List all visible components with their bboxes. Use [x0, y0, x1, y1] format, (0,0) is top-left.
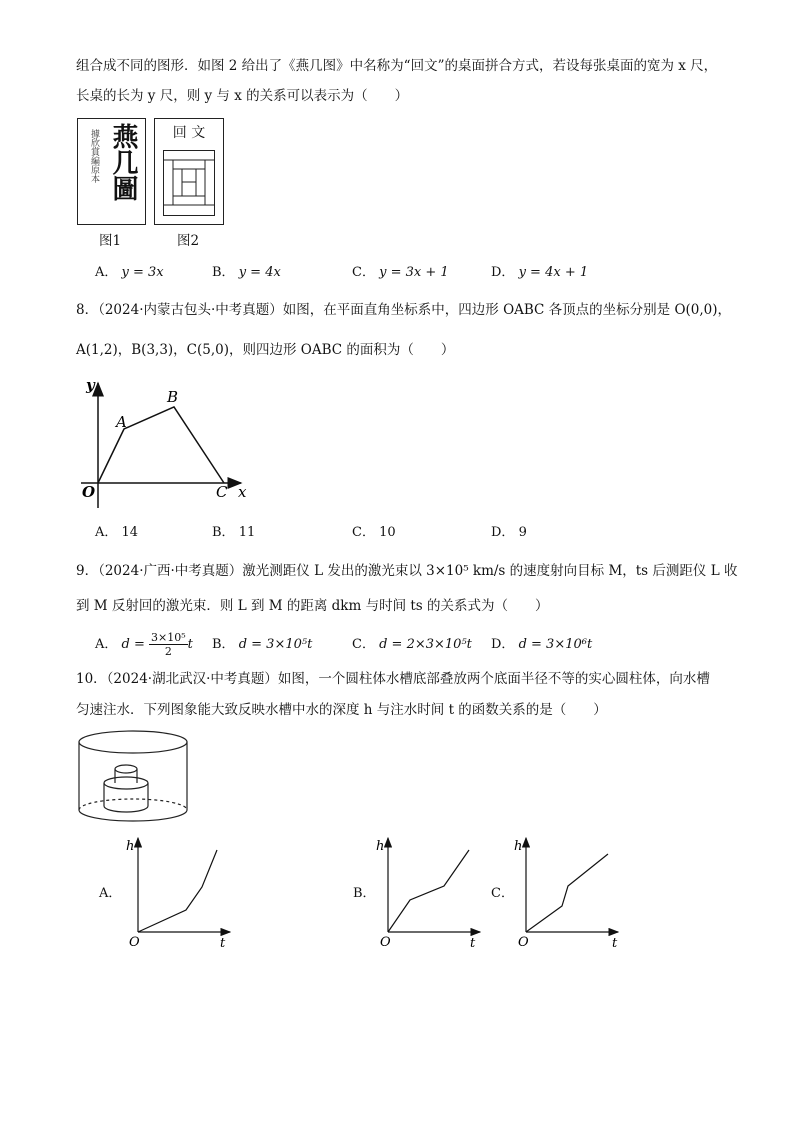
- q7-figure-1: [77, 118, 146, 225]
- q8-label-y: y: [86, 376, 95, 394]
- q10-text-line1: 10．（2024·湖北武汉·中考真题）如图，一个圆柱体水槽底部叠放两个底面半径不等的实心圆柱体，向水槽: [76, 671, 710, 687]
- q9-option-b: B． d = 3×10⁵t: [212, 637, 313, 652]
- q8-text-line2: A(1,2)，B(3,3)，C(5,0)，则四边形 OABC 的面积为（ ）: [76, 342, 455, 358]
- q10-graph-a-label-t: t: [220, 936, 226, 948]
- q8-text-line1: 8．（2024·内蒙古包头·中考真题）如图，在平面直角坐标系中，四边形 OABC 各顶点的坐标分别是 O(0,0)，: [76, 302, 732, 318]
- q7-option-d: D． y = 4x + 1: [491, 265, 589, 280]
- q10-water-tank-figure: [74, 728, 194, 824]
- q10-option-c-letter: C．: [491, 886, 514, 901]
- q9-option-c: C． d = 2×3×10⁵t: [352, 637, 472, 652]
- q10-graph-b: [374, 830, 489, 948]
- q8-option-a: A． 14: [95, 525, 139, 540]
- q10-graph-b-curve: [388, 850, 469, 932]
- q10-graph-a-label-o: O: [129, 935, 140, 948]
- q8-label-x: x: [238, 483, 247, 501]
- q7-option-b: B． y = 4x: [212, 265, 281, 280]
- q7-fig1-caption: 图1: [99, 233, 122, 249]
- q9-option-a: A． d = $\frac{\text{3×10⁵}}{2}$ t: [95, 631, 193, 658]
- q9-text-line2: 到 M 反射回的激光束．则 L 到 M 的距离 dkm 与时间 ts 的关系式为（ ）: [76, 598, 549, 614]
- q10-graph-c-label-h: h: [514, 839, 523, 854]
- q8-label-b: B: [167, 388, 179, 406]
- q9-option-d: D． d = 3×10⁶t: [491, 637, 593, 652]
- q10-option-a-letter: A．: [99, 886, 122, 901]
- q10-option-b-letter: B．: [353, 886, 376, 901]
- q8-label-c: C: [216, 483, 228, 501]
- q8-label-o: O: [82, 483, 96, 501]
- q8-option-b: B． 11: [212, 525, 256, 540]
- q10-graph-c-curve: [526, 854, 608, 932]
- q7-text-line2: 长桌的长为 y 尺，则 y 与 x 的关系可以表示为（ ）: [76, 88, 409, 104]
- q9-option-a-fraction: $\frac{\text{3×10⁵}}{2}$: [151, 631, 186, 658]
- huiwen-tiling-diagram: [163, 150, 215, 216]
- q7-option-a: A． y = 3x: [95, 265, 164, 280]
- q10-graph-c-label-t: t: [612, 936, 618, 948]
- q10-graph-b-label-t: t: [470, 936, 476, 948]
- q8-quadrilateral-figure: [76, 373, 256, 513]
- q7-text-line1: 组合成不同的图形．如图 2 给出了《燕几图》中名称为“回文”的桌面拼合方式，若设每张桌面的宽为 x 尺，: [76, 58, 718, 74]
- q10-text-line2: 匀速注水．下列图象能大致反映水槽中水的深度 h 与注水时间 t 的函数关系的是（ ）: [76, 702, 607, 718]
- q10-graph-c: [512, 830, 627, 948]
- fig1-vertical-text: 據欣賞編原本: [89, 129, 99, 183]
- q9-text-line1: 9．（2024·广西·中考真题）激光测距仪 L 发出的激光束以 3×10⁵ km/s 的速度射向目标 M，ts 后测距仪 L 收: [76, 563, 738, 579]
- q10-graph-a-curve: [138, 850, 217, 932]
- q10-graph-b-label-h: h: [376, 839, 385, 854]
- fig2-title: 回 文: [172, 125, 206, 141]
- q7-figure-2: [154, 118, 224, 225]
- q8-option-c: C． 10: [352, 525, 396, 540]
- q10-graph-a: [122, 830, 237, 948]
- q7-option-c: C． y = 3x + 1: [352, 265, 449, 280]
- q7-fig2-caption: 图2: [177, 233, 200, 249]
- q10-graph-a-label-h: h: [126, 839, 135, 854]
- q10-graph-b-label-o: O: [380, 935, 391, 948]
- q10-graph-c-label-o: O: [518, 935, 529, 948]
- q8-option-d: D． 9: [491, 525, 527, 540]
- q8-label-a: A: [116, 413, 127, 431]
- fig1-title: 燕几圖: [108, 123, 138, 201]
